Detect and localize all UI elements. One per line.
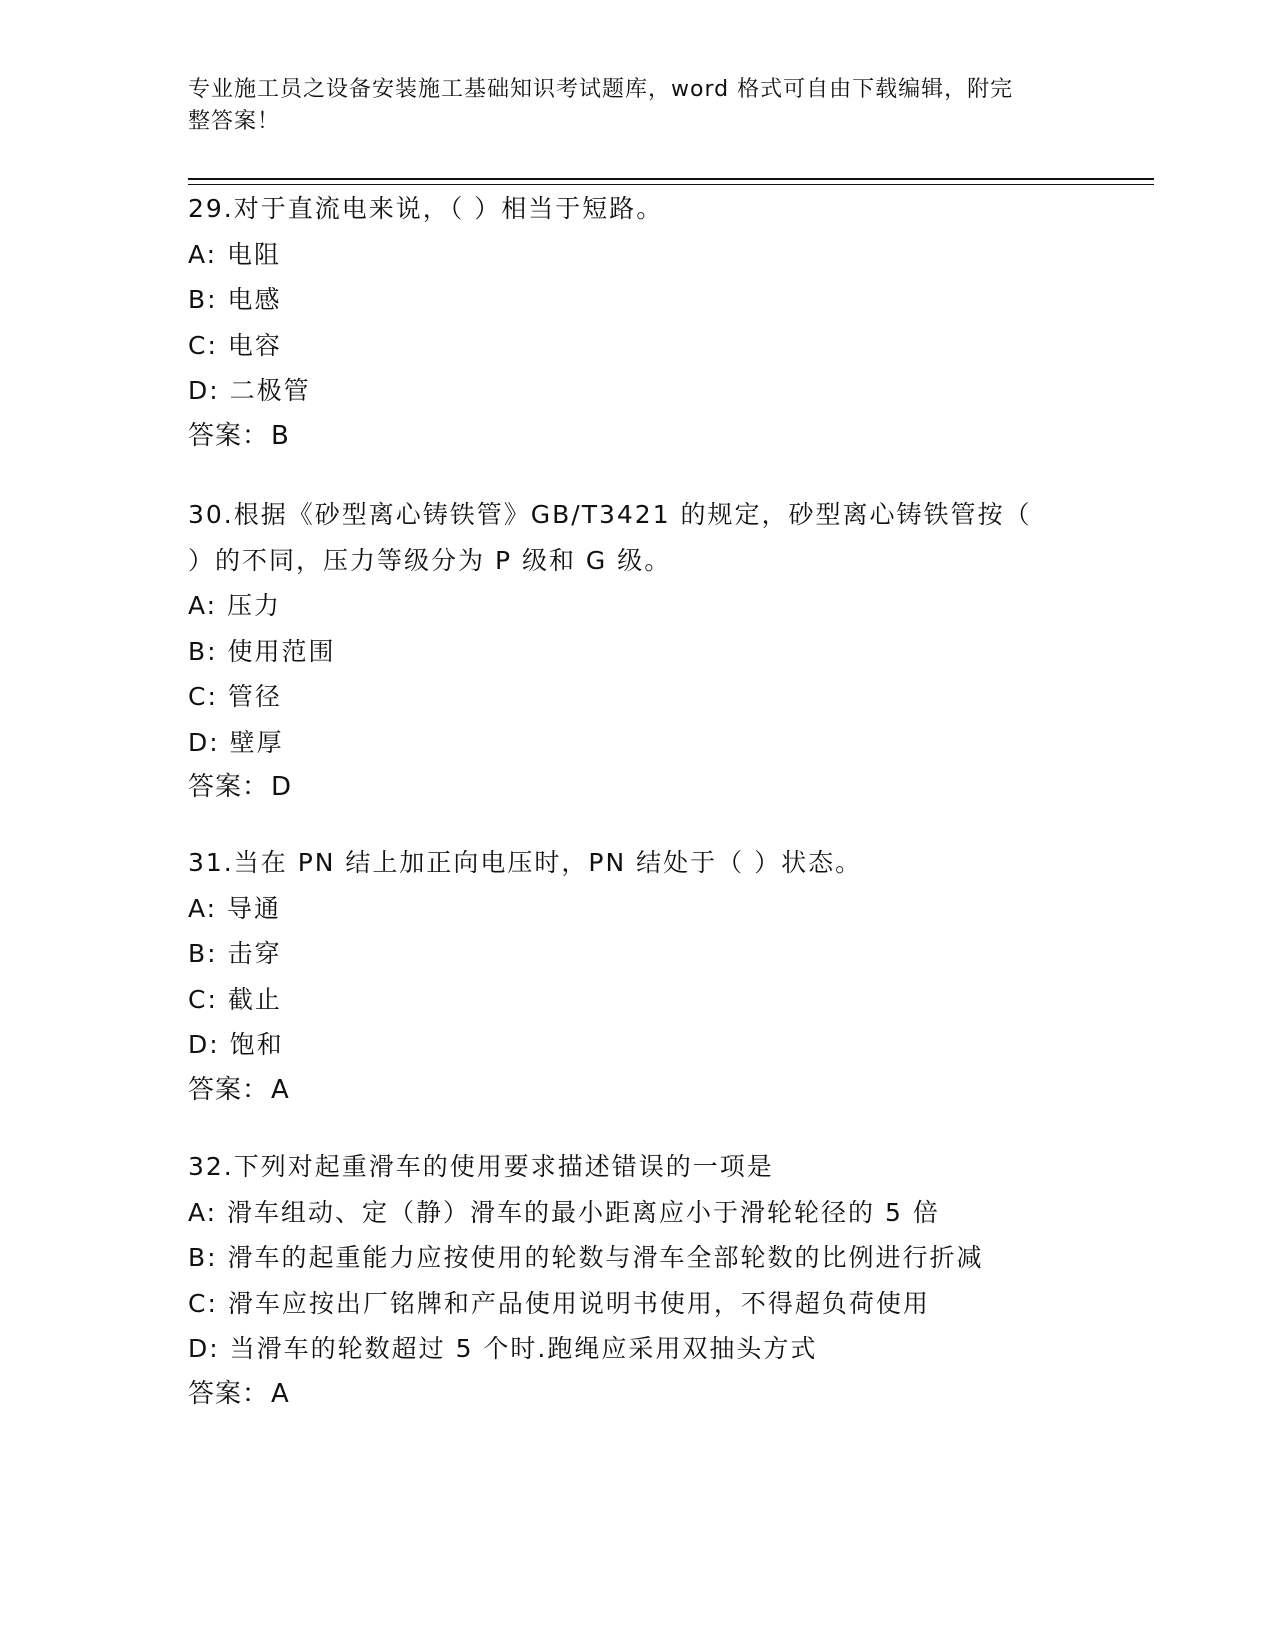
option-c: C: 管径 (188, 682, 282, 711)
answer-value: A (271, 1074, 290, 1105)
answer-line (188, 1372, 1088, 1418)
header-line-1: 专业施工员之设备安装施工基础知识考试题库，word 格式可自由下载编辑，附完 (188, 77, 1014, 102)
header-divider-thick (188, 178, 1154, 180)
answer-value: B (271, 420, 290, 451)
question-29 (188, 186, 1088, 459)
option-d: D: 当滑车的轮数超过 5 个时.跑绳应采用双抽头方式 (188, 1334, 818, 1363)
header-line-2: 整答案！ (188, 109, 281, 134)
option-b: B: 电感 (188, 285, 282, 314)
answer-label: 答案： (188, 1074, 270, 1105)
question-stem-line-2: ）的不同，压力等级分为 P 级和 G 级。 (188, 545, 672, 575)
document-header (188, 74, 1068, 138)
answer-label: 答案： (188, 772, 270, 802)
header-divider-thin (188, 184, 1154, 185)
option-a: A: 压力 (188, 591, 282, 620)
option-b: B: 使用范围 (188, 636, 336, 666)
answer-value: D (271, 772, 293, 802)
question-32 (188, 1144, 1088, 1417)
option-c: C: 电容 (188, 330, 282, 360)
answer-value: A (271, 1378, 290, 1409)
option-a: A: 电阻 (188, 239, 282, 269)
question-stem: 31.当在 PN 结上加正向电压时，PN 结处于（ ）状态。 (188, 848, 863, 877)
question-30 (188, 492, 1088, 811)
option-d: D: 二极管 (188, 376, 311, 405)
answer-line (188, 1068, 1088, 1114)
option-b: B: 滑车的起重能力应按使用的轮数与滑车全部轮数的比例进行折减 (188, 1243, 984, 1272)
option-d: D: 壁厚 (188, 727, 284, 757)
answer-line (188, 414, 1088, 460)
question-31 (188, 840, 1088, 1113)
option-c: C: 截止 (188, 984, 282, 1014)
option-b: B: 击穿 (188, 939, 282, 968)
answer-line (188, 765, 1088, 811)
option-a: A: 导通 (188, 893, 282, 923)
answer-label: 答案： (188, 1378, 270, 1409)
question-stem: 32.下列对起重滑车的使用要求描述错误的一项是 (188, 1152, 774, 1181)
question-stem-line-1: 30.根据《砂型离心铸铁管》GB/T3421 的规定，砂型离心铸铁管按（ (188, 500, 1032, 529)
option-a: A: 滑车组动、定（静）滑车的最小距离应小于滑轮轮径的 5 倍 (188, 1197, 940, 1227)
answer-label: 答案： (188, 420, 270, 451)
question-stem: 29.对于直流电来说，（ ）相当于短路。 (188, 194, 664, 223)
option-c: C: 滑车应按出厂铭牌和产品使用说明书使用，不得超负荷使用 (188, 1288, 930, 1318)
option-d: D: 饱和 (188, 1030, 284, 1059)
